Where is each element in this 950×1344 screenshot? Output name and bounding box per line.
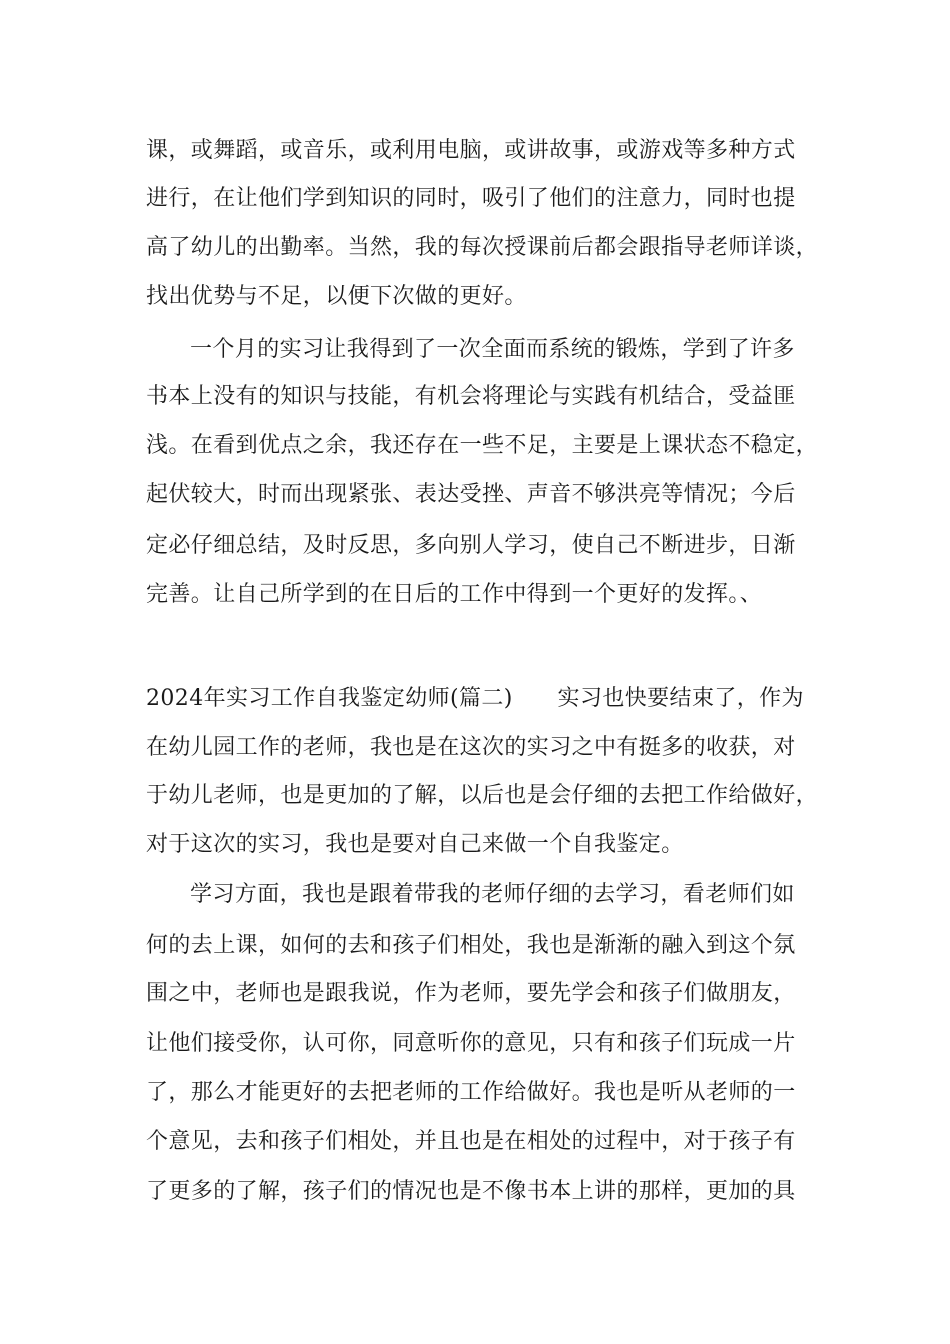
text-line: 完善。让自己所学到的在日后的工作中得到一个更好的发挥。、: [146, 582, 763, 607]
text-line: 围之中，老师也是跟我说，作为老师，要先学会和孩子们做朋友，: [146, 981, 796, 1006]
text-line: 高了幼儿的出勤率。当然，我的每次授课前后都会跟指导老师详谈，: [146, 235, 819, 260]
text-line: 起伏较大，时而出现紧张、表达受挫、声音不够洪亮等情况；今后: [146, 482, 796, 507]
paragraph-first-line: 一个月的实习让我得到了一次全面而系统的锻炼，学到了许多: [190, 337, 795, 362]
text-line: 在幼儿园工作的老师，我也是在这次的实习之中有挺多的收获，对: [146, 735, 796, 760]
text-line: 进行，在让他们学到知识的同时，吸引了他们的注意力，同时也提: [146, 186, 796, 211]
text-line: 了更多的了解，孩子们的情况也是不像书本上讲的那样，更加的具: [146, 1179, 796, 1204]
text-line: 何的去上课，如何的去和孩子们相处，我也是渐渐的融入到这个氛: [146, 933, 796, 958]
text-line: 了，那么才能更好的去把老师的工作给做好。我也是听从老师的一: [146, 1080, 796, 1105]
text-line: 个意见，去和孩子们相处，并且也是在相处的过程中，对于孩子有: [146, 1129, 796, 1154]
text-line: 书本上没有的知识与技能，有机会将理论与实践有机结合，受益匪: [146, 384, 796, 409]
text-line: 浅。在看到优点之余，我还存在一些不足，主要是上课状态不稳定，: [146, 433, 819, 458]
text-line: 定必仔细总结，及时反思，多向别人学习，使自己不断进步，日渐: [146, 533, 796, 558]
text-line: 找出优势与不足，以便下次做的更好。: [146, 284, 527, 309]
text-line: 于幼儿老师，也是更加的了解，以后也是会仔细的去把工作给做好，: [146, 783, 819, 808]
paragraph-first-line: 学习方面，我也是跟着带我的老师仔细的去学习，看老师们如: [190, 882, 795, 907]
section-title-line: 2024年实习工作自我鉴定幼师(篇二) 实习也快要结束了，作为: [146, 686, 804, 711]
text-line: 对于这次的实习，我也是要对自己来做一个自我鉴定。: [146, 832, 684, 857]
text-line: 课，或舞蹈，或音乐，或利用电脑，或讲故事，或游戏等多种方式: [146, 138, 796, 163]
text-line: 让他们接受你，认可你，同意听你的意见，只有和孩子们玩成一片: [146, 1031, 796, 1056]
